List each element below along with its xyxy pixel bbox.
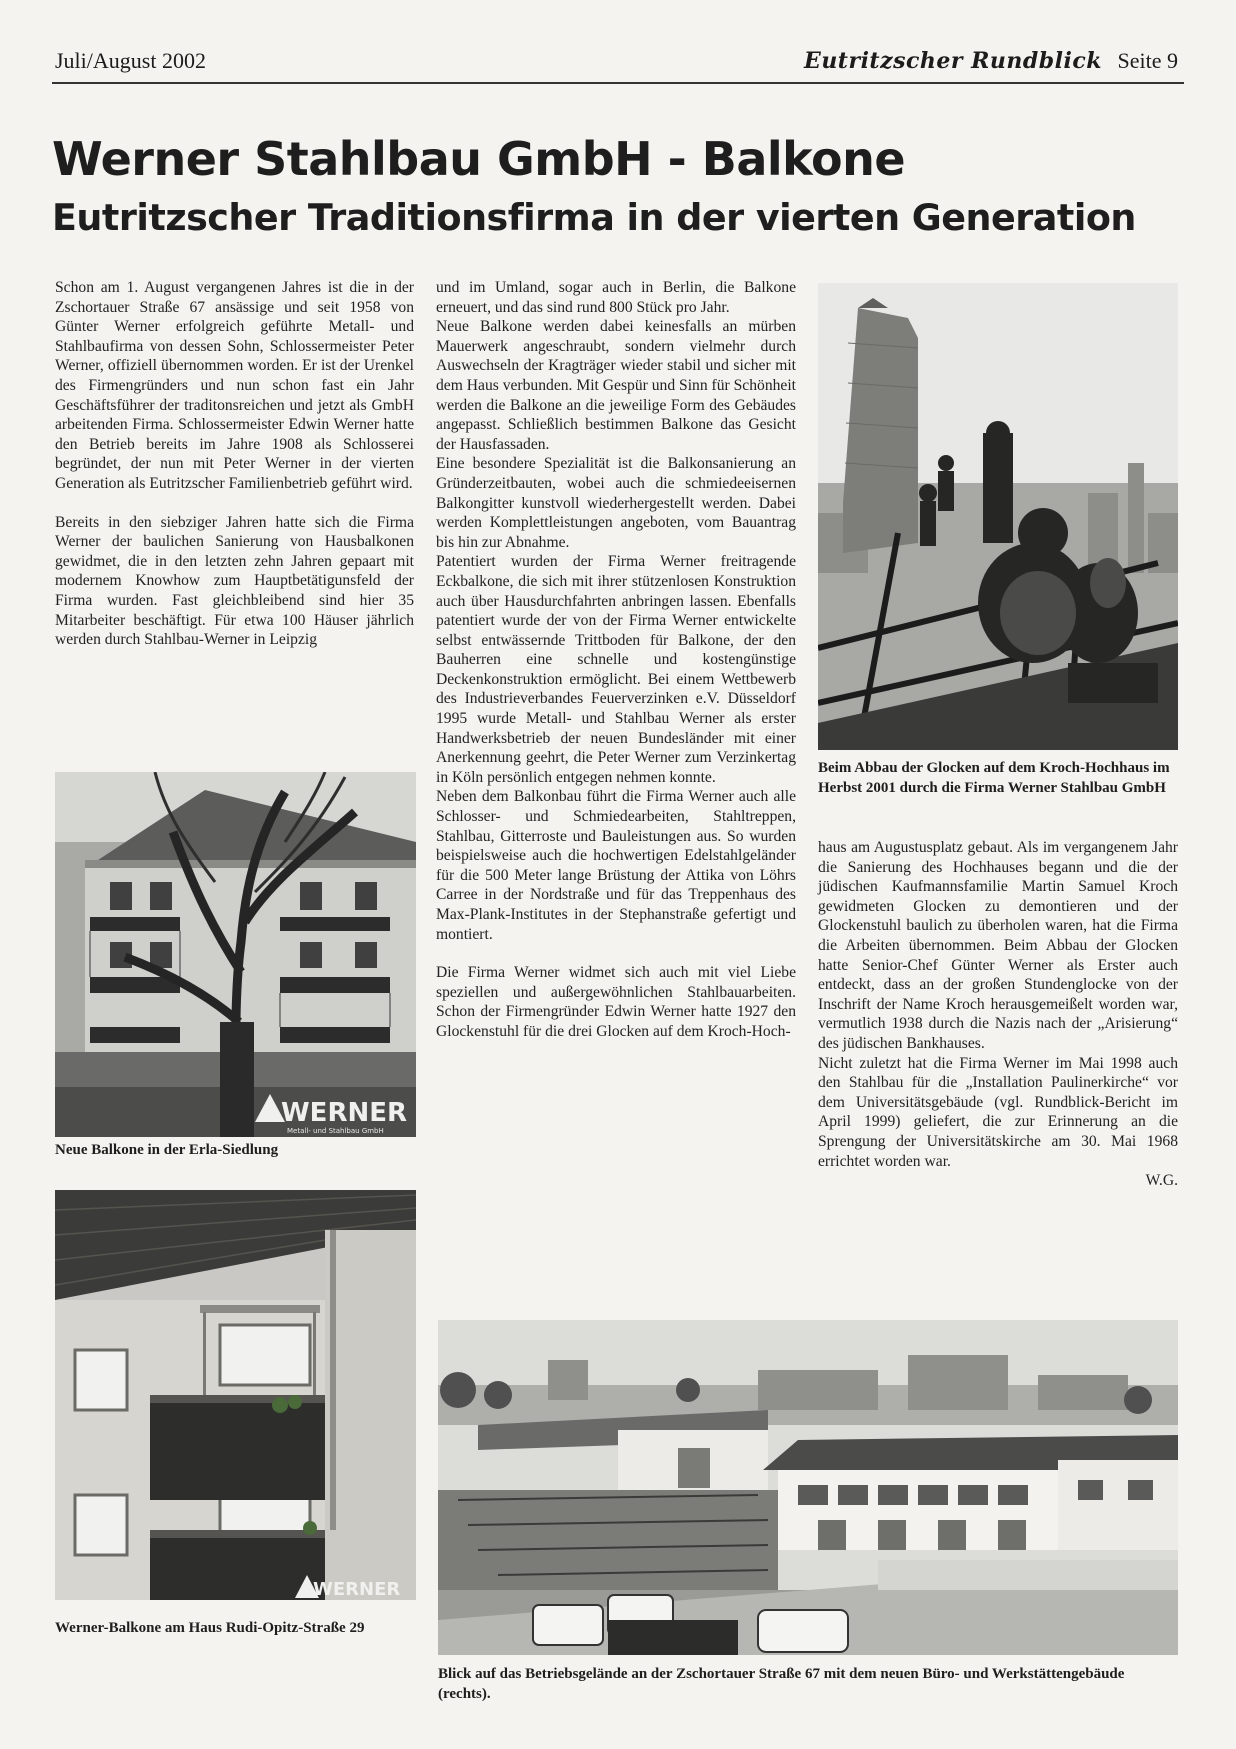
caption-rudi-opitz: Werner-Balkone am Haus Rudi-Opitz-Straße 29 xyxy=(55,1620,365,1636)
logo-text: WERNER xyxy=(281,1098,408,1128)
paragraph: Neben dem Balkonbau führt die Firma Werner auch alle Schlosser- und Schmiedearbeiten, Stahltreppen, Stahlbau, Gitterroste und Bauleistungen aus. So wurden beispielsweise auch die hochwertigen Edelstahlgeländer für die 500 Meter lange Brüstung der Attika von Löhrs Carree in der Nordstraße und für das Treppenhaus des Max-Plank-Institutes in der Stephanstraße gefertigt und montiert. xyxy=(436,788,796,943)
paragraph: Eine besondere Spezialität ist die Balkonsanierung an Gründerzeitbauten, wobei auch die schmiedeeisernen Balkongitter kunstvoll wiederhergestellt werden. Dabei werden Komplettleistungen angeboten, vom Bauantrag bis hin zur Abnahme. xyxy=(436,455,796,551)
photo-kroch-hochhaus xyxy=(818,283,1178,750)
issue-date: Juli/August 2002 xyxy=(55,48,206,73)
paragraph: Patentiert wurden der Firma Werner freitragende Eckbalkone, die sich mit ihrer stützenlosen Konstruktion auch über Hausdurchfahrten anbringen lassen. Ebenfalls patentiert wurde der von der Firma Werner entwickelte selbst entwässernde Trittboden für Balkone, der den Bauherren eine schnelle und kostengünstige Deckenkonstruktion ermöglicht. Bei einem Wettbewerb des Industrieverbandes Feuerverzinken e.V. Düsseldorf 1995 wurde Metall- und Stahlbau Werner als erster Handwerksbetrieb der neuen Bundesländer mit einer Anerkennung geehrt, die Peter Werner zum Verzinkertag in Köln persönlich entgegen nehmen konnte. xyxy=(436,553,796,786)
photo-erla-siedlung xyxy=(55,772,416,1137)
text-column-3 xyxy=(818,838,1178,1191)
factory-site-image xyxy=(438,1320,1178,1655)
page-header-right xyxy=(804,48,1178,74)
author-signature: W.G. xyxy=(1145,1172,1178,1190)
erla-building-image xyxy=(55,772,416,1137)
paragraph: Bereits in den siebziger Jahren hatte sich die Firma Werner der baulichen Sanierung von Hausbalkonen gewidmet, die in den letzten zehn Jahren gepaart mit modernem Knowhow zum Hauptbetätigunsfeld der Firma wurden. Fast gleichbleibend sind hier 35 Mitarbeiter beschäftigt. Für etwa 100 Häuser jährlich werden durch Stahlbau-Werner in Leipzig xyxy=(55,513,414,649)
paragraph: und im Umland, sogar auch in Berlin, die Balkone erneuert, und das sind rund 800 Stück pro Jahr. xyxy=(436,279,796,316)
publication-name: Eutritzscher Rundblick xyxy=(804,48,1102,74)
caption-kroch: Beim Abbau der Glocken auf dem Kroch-Hochhaus im Herbst 2001 durch die Firma Werner Stahlbau GmbH xyxy=(818,760,1170,796)
article-title: Werner Stahlbau GmbH - Balkone xyxy=(52,132,906,186)
paragraph: Die Firma Werner widmet sich auch mit viel Liebe speziellen und außergewöhnlichen Stahlbauarbeiten. Schon der Firmengründer Edwin Werner hatte 1927 den Glockenstuhl für die drei Glocken auf dem Kroch-Hoch- xyxy=(436,964,796,1040)
paragraph: Nicht zuletzt hat die Firma Werner im Mai 1998 auch den Stahlbau für die „Installation Paulinerkirche“ vor dem Universitätsgebäude (vgl. Rundblick-Bericht im April 1999) geliefert, die zur Erinnerung an die Sprengung der Universitätskirche am 30. Mai 1968 errichtet worden war. xyxy=(818,1054,1178,1170)
logo-text: WERNER xyxy=(313,1579,401,1600)
header-rule xyxy=(52,82,1184,84)
logo-subtext: Metall- und Stahlbau GmbH xyxy=(287,1127,384,1135)
text-column-2 xyxy=(436,278,796,1042)
caption-factory: Blick auf das Betriebsgelände an der Zschortauer Straße 67 mit dem neuen Büro- und Werkstättengebäude (rechts). xyxy=(438,1666,1125,1702)
paragraph: Neue Balkone werden dabei keinesfalls an mürben Mauerwerk angeschraubt, sondern vielmehr durch Auswechseln der Kragträger wieder stabil und sicher mit dem Haus verbunden. Mit Gespür und Sinn für Schönheit werden die Balkone an die jeweilige Form des Gebäudes angepasst. Schließlich bestimmen Balkone das Gesicht der Hausfassaden. xyxy=(436,318,796,453)
rudi-opitz-building-image xyxy=(55,1190,416,1600)
photo-rudi-opitz xyxy=(55,1190,416,1600)
article-subtitle: Eutritzscher Traditionsfirma in der vierten Generation xyxy=(52,196,1136,239)
paragraph: Schon am 1. August vergangenen Jahres ist die in der Zschortauer Straße 67 ansässige und seit 1958 von Günter Werner erfolgreich geführte Metall- und Stahlbaufirma von dessen Sohn, Schlossermeister Peter Werner, offiziell übernommen worden. Er ist der Urenkel des Firmengründers und nun schon fast ein Jahr Geschäftsführer der traditonsreichen und jetzt als GmbH arbeitenden Firma. Schlossermeister Edwin Werner hatte den Betrieb bereits im Jahre 1908 als Schlosserei begründet, der nun mit Peter Werner in der vierten Generation als Eutritzscher Familienbetrieb geführt wird. xyxy=(55,279,414,492)
caption-erla: Neue Balkone in der Erla-Siedlung xyxy=(55,1142,279,1158)
paragraph: haus am Augustusplatz gebaut. Als im vergangenem Jahr die Sanierung des Hochhauses begann und die der jüdischen Kaufmannsfamilie Martin Samuel Kroch gewidmeten Glocken zu demontieren und der Glockenstuhl baulich zu überholen waren, hat die Firma die Arbeiten übernommen. Beim Abbau der Glocken hatte Senior-Chef Günter Werner als Erster auch entdeckt, dass an der großen Stundenglocke von der Inschrift der Name Kroch herausgemeißelt worden war, vermutlich 1938 durch die Nazis nach der „Arisierung“ des jüdischen Bankhauses. xyxy=(818,839,1178,1052)
text-column-1 xyxy=(55,278,414,650)
photo-betriebsgelaende xyxy=(438,1320,1178,1655)
page-number: Seite 9 xyxy=(1117,48,1178,73)
kroch-bells-image xyxy=(818,283,1178,750)
